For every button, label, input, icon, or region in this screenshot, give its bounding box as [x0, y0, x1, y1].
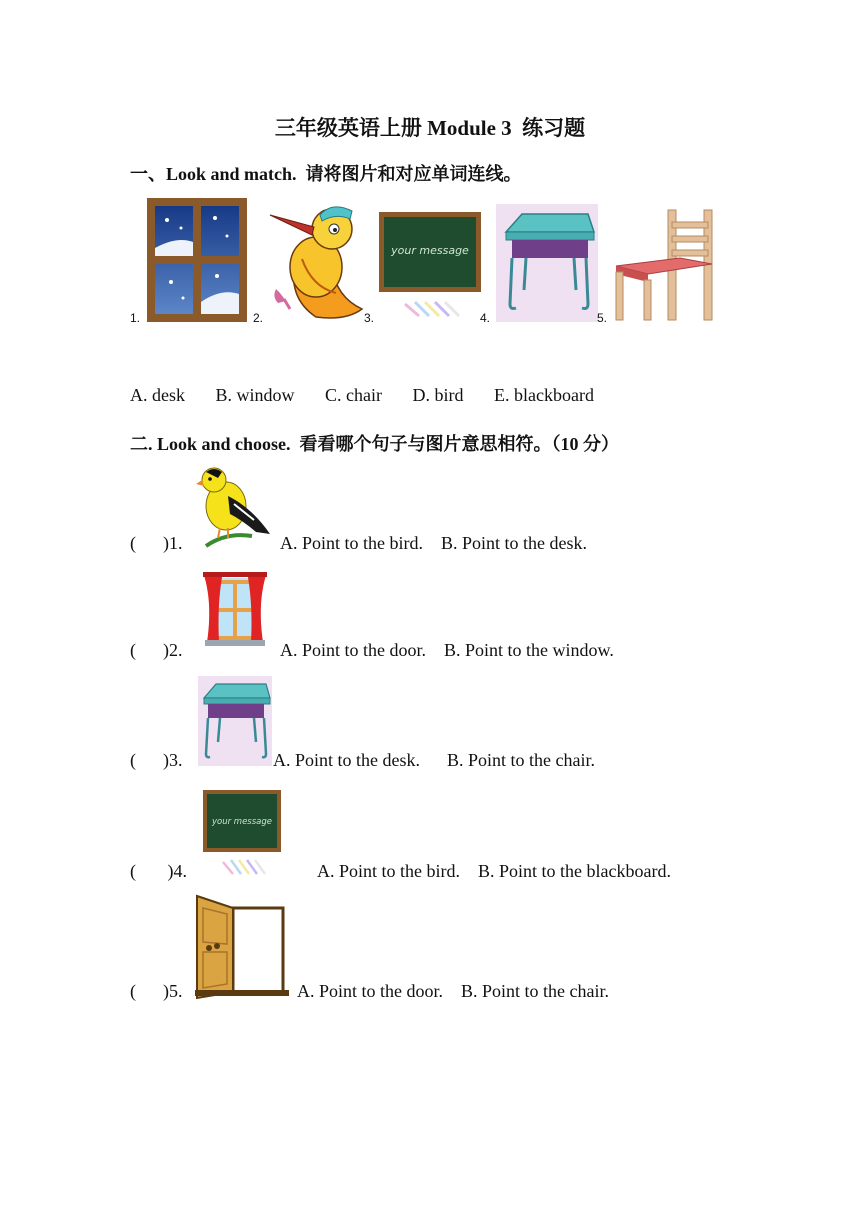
picture-number-2: 2.: [253, 311, 264, 325]
option-desk: A. desk: [130, 385, 185, 405]
blackboard-text: your message: [391, 244, 469, 257]
question-1-label: ( )1.: [130, 533, 183, 553]
question-2-text: A. Point to the door. B. Point to the window.: [280, 640, 614, 660]
option-window: B. window: [215, 385, 295, 405]
bird-picture: [266, 197, 366, 323]
blackboard-small-text: your message: [211, 817, 273, 827]
window-curtain-picture: [203, 572, 267, 648]
question-5-label: ( )5.: [130, 981, 183, 1001]
question-3-label: ( )3.: [130, 750, 183, 770]
blackboard-picture: [379, 212, 481, 322]
window-picture: [147, 198, 247, 322]
question-4-text: A. Point to the bird. B. Point to the blackboard.: [317, 861, 671, 881]
desk-picture: [496, 204, 598, 322]
goldfinch-picture: [196, 462, 274, 552]
section-2-heading: 二. Look and choose. 看看哪个句子与图片意思相符。（10 分）: [130, 434, 620, 454]
option-bird: D. bird: [412, 385, 464, 405]
question-3-text: A. Point to the desk. B. Point to the chair.: [273, 750, 595, 770]
section-1-heading: 一、Look and match. 请将图片和对应单词连线。: [130, 164, 522, 184]
picture-number-1: 1.: [130, 311, 141, 325]
option-chair: C. chair: [325, 385, 382, 405]
blackboard-small-picture: [203, 790, 281, 880]
door-picture: [195, 894, 289, 1000]
word-options: [130, 385, 620, 406]
picture-number-4: 4.: [480, 311, 491, 325]
picture-number-5: 5.: [597, 311, 608, 325]
chair-picture: [612, 208, 716, 322]
option-blackboard: E. blackboard: [494, 385, 594, 405]
question-5-text: A. Point to the door. B. Point to the chair.: [297, 981, 609, 1001]
desk-small-picture: [198, 676, 272, 766]
question-4-label: ( )4.: [130, 861, 187, 881]
picture-number-3: 3.: [364, 311, 375, 325]
question-2-label: ( )2.: [130, 640, 183, 660]
page-title: 三年级英语上册 Module 3 练习题: [274, 116, 586, 140]
question-1-text: A. Point to the bird. B. Point to the desk.: [280, 533, 588, 553]
